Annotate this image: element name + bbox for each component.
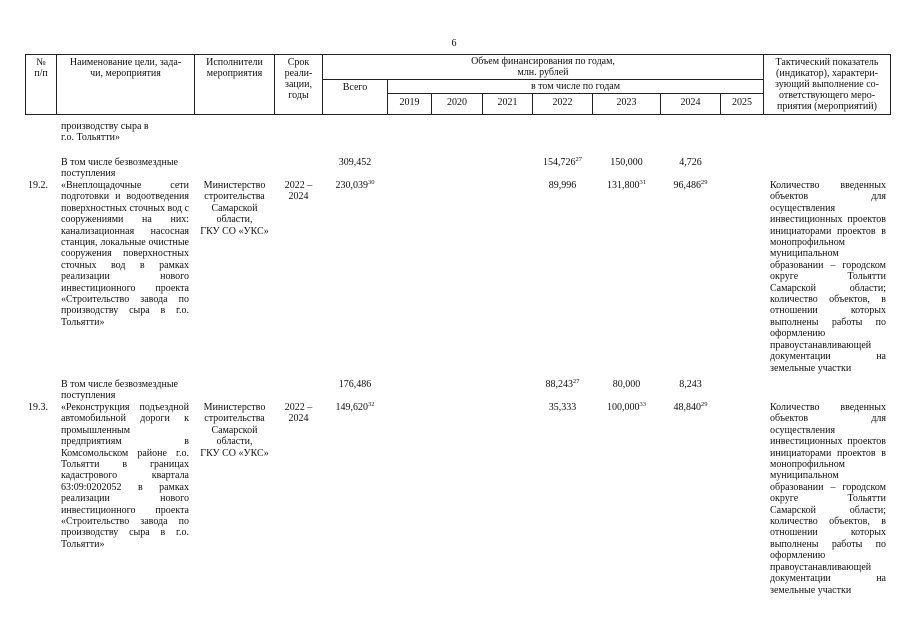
header-col-financing: Объем финансирования по годам, млн. рублей xyxy=(471,56,615,78)
sub-2023: 80,000 xyxy=(612,379,641,390)
sub-label: В том числе безвозмездные поступления xyxy=(61,379,178,402)
indicator: Количество введенных объектов для осуществления инвестиционных проектов инициаторами проектов в монопрофильном муниципальном образовании – городском округе Тольятти Самарской области; количество объектов, в отношении которых выполнены работы по оформлению правоустанавливающей документации на земельные участки xyxy=(770,180,886,374)
executors: Министерство строительства Самарской области, ГКУ СО «УКС» xyxy=(200,180,269,237)
indicator: Количество введенных объектов для осуществления инвестиционных проектов инициаторами проектов в монопрофильном муниципальном образовании – городском округе Тольятти Самарской области; количество объектов, в отношении которых выполнены работы по оформлению правоустанавливающей документации на земельные участки xyxy=(770,402,886,596)
value-2023: 100,000$^{33}$ xyxy=(607,401,646,413)
value-2022: 35,333 xyxy=(548,402,577,413)
value-2022: 89,996 xyxy=(548,180,577,191)
sub-2022: 88,243$^{27}$ xyxy=(545,378,580,390)
header-col-by-years: в том числе по годам xyxy=(530,81,621,92)
sub-total: 309,452 xyxy=(338,157,372,168)
header-year-2021: 2021 xyxy=(497,97,518,108)
sub-total: 176,486 xyxy=(338,379,372,390)
header-col-term: Срок реали- зации, годы xyxy=(284,57,313,101)
term: 2022 – 2024 xyxy=(284,402,313,425)
value-2024: 96,486$^{29}$ xyxy=(673,179,708,191)
term: 2022 – 2024 xyxy=(284,180,313,203)
sub-2023: 150,000 xyxy=(610,157,643,168)
sub-2022: 154,726$^{27}$ xyxy=(543,156,582,168)
header-year-2022: 2022 xyxy=(552,97,573,108)
header-year-2020: 2020 xyxy=(447,97,467,108)
header-col-total: Всего xyxy=(342,82,368,93)
header-year-2025: 2025 xyxy=(732,97,752,108)
measure-name: «Внеплощадочные сети подготовки и водоотведения поверхностных сточных вод с сооружениями на них: канализационная насосная станция, локальные очистные сооружения поверхностных сточных вод в рамках реализации нового инвестиционного проекта «Строительство завода по производству сыра в г.о. Тольятти» xyxy=(61,180,189,328)
sub-label: В том числе безвозмездные поступления xyxy=(61,157,178,180)
row-number: 19.3. xyxy=(28,402,48,413)
header-col-executors: Исполнители мероприятия xyxy=(206,57,263,79)
header-col-name: Наименование цели, зада- чи, мероприятия xyxy=(69,57,182,79)
executors: Министерство строительства Самарской области, ГКУ СО «УКС» xyxy=(200,402,269,459)
header-year-2023: 2023 xyxy=(616,97,637,108)
header-col-indicator: Тактический показатель (индикатор), характери- зующий выполнение со- ответствующего меро- приятия (мероприятий) xyxy=(775,57,879,112)
header-year-2019: 2019 xyxy=(399,97,420,108)
sub-2024: 8,243 xyxy=(679,379,702,390)
row-number: 19.2. xyxy=(28,180,48,191)
measure-name: «Реконструкция подъездной автомобильной дороги к промышленным предприятиям в Комсомольском районе г.о. Тольятти в границах кадастрового квартала 63:09:0202052 в рамках реализации нового инвестиционного проекта «Строительство завода по производству сыра в г.о. Тольятти» xyxy=(61,402,189,550)
header-year-2024: 2024 xyxy=(680,97,701,108)
value-2024: 48,840$^{29}$ xyxy=(673,401,708,413)
total: 230,039$^{30}$ xyxy=(335,179,375,191)
page-number: 6 xyxy=(451,38,457,49)
value-2023: 131,800$^{31}$ xyxy=(607,179,646,191)
header-col-number: № п/п xyxy=(34,57,48,79)
sub-2024: 4,726 xyxy=(679,157,702,168)
carry-over-text: производству сыра в г.о. Тольятти» xyxy=(61,121,149,144)
total: 149,620$^{32}$ xyxy=(335,401,375,413)
